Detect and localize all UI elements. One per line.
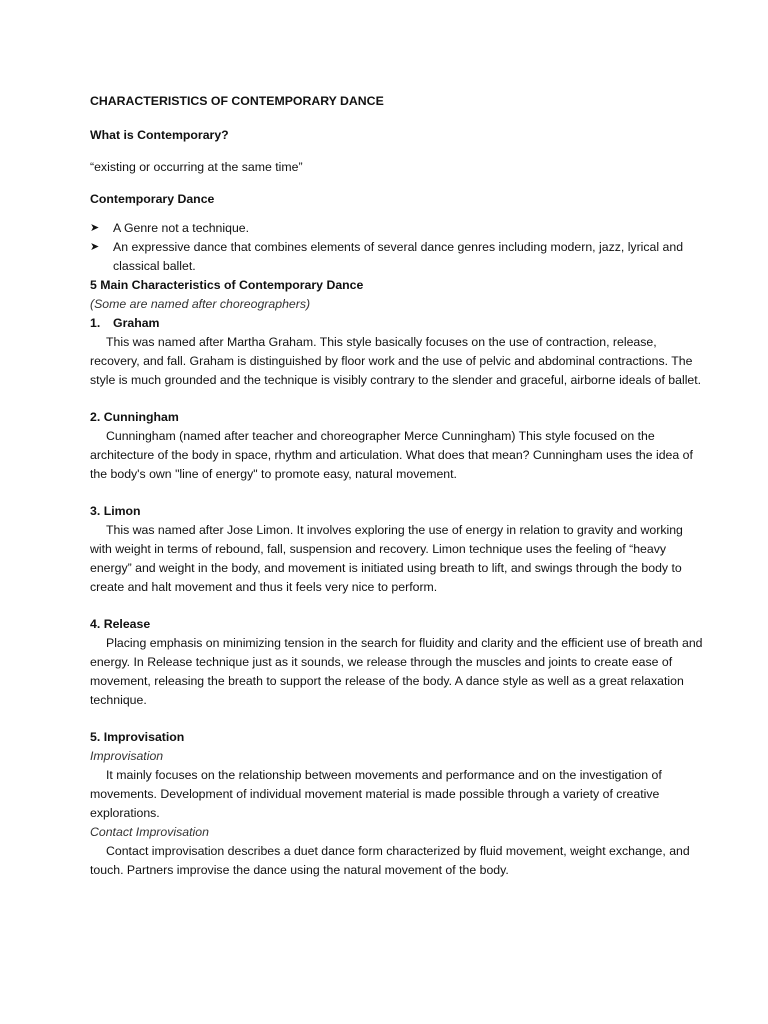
section-body: Placing emphasis on minimizing tension in the search for fluidity and clarity and the efficient use of breath and energy. In Release technique just as it sounds, we release through the muscles and joints to create ease of movement, releasing the breath to support the release of the body. A dance style as well as a great relaxation technique. <box>90 636 703 707</box>
section-heading <box>90 728 708 747</box>
subsection-title: Contact Improvisation <box>90 825 209 839</box>
section-heading <box>90 502 708 521</box>
bullet-text: A Genre not a technique. <box>113 221 250 235</box>
contemporary-dance-heading: Contemporary Dance <box>90 192 215 206</box>
characteristics-note: (Some are named after choreographers) <box>90 297 311 311</box>
bullet-list <box>90 219 708 276</box>
section-title: Improvisation <box>103 730 185 744</box>
section-number: 2. <box>90 410 101 424</box>
definition-quote: “existing or occurring at the same time” <box>90 160 303 174</box>
section-body: Cunningham (named after teacher and choreographer Merce Cunningham) This style focused on the architecture of the body in space, rhythm and articulation. What does that mean? Cunningham uses the idea of the body's own "line of energy" to promote easy, natural movement. <box>90 429 693 481</box>
section-heading <box>90 314 708 333</box>
subsection-title: Improvisation <box>90 749 164 763</box>
section-heading <box>90 408 708 427</box>
section-heading <box>90 615 708 634</box>
bullet-item <box>90 238 708 276</box>
bullet-item <box>90 219 708 238</box>
arrow-bullet-icon: ➤ <box>90 241 100 253</box>
section-body: This was named after Jose Limon. It involves exploring the use of energy in relation to gravity and working with weight in terms of rebound, fall, suspension and recovery. Limon technique uses the feeling of “heavy energy” and weight in the body, and movement is initiated using breath to lift, and swings through the body to create and halt movement and thus it feels very nice to perform. <box>90 523 683 594</box>
section-title: Graham <box>113 316 160 330</box>
section-number: 5. <box>90 730 101 744</box>
characteristics-heading: 5 Main Characteristics of Contemporary Dance <box>90 278 364 292</box>
document-title: CHARACTERISTICS OF CONTEMPORARY DANCE <box>90 94 384 108</box>
section-title: Limon <box>103 504 141 518</box>
subsection-body: Contact improvisation describes a duet dance form characterized by fluid movement, weight exchange, and touch. Partners improvise the dance using the natural movement of the body. <box>90 844 690 877</box>
section-number: 3. <box>90 504 101 518</box>
subsection-body: It mainly focuses on the relationship between movements and performance and on the investigation of movements. Development of individual movement material is made possible through a variety of creative explorations. <box>90 768 662 820</box>
section-title: Release <box>103 617 151 631</box>
section-number: 1. <box>90 316 101 330</box>
section-body: This was named after Martha Graham. This style basically focuses on the use of contraction, release, recovery, and fall. Graham is distinguished by floor work and the use of pelvic and abdominal contractions. The style is much grounded and the technique is visibly contrary to the slender and graceful, airborne ideals of ballet. <box>90 335 702 387</box>
section-number: 4. <box>90 617 101 631</box>
arrow-bullet-icon: ➤ <box>90 222 100 234</box>
section-title: Cunningham <box>103 410 179 424</box>
question-heading: What is Contemporary? <box>90 128 229 142</box>
bullet-text: An expressive dance that combines elements of several dance genres including modern, jazz, lyrical and classical ballet. <box>113 240 684 273</box>
